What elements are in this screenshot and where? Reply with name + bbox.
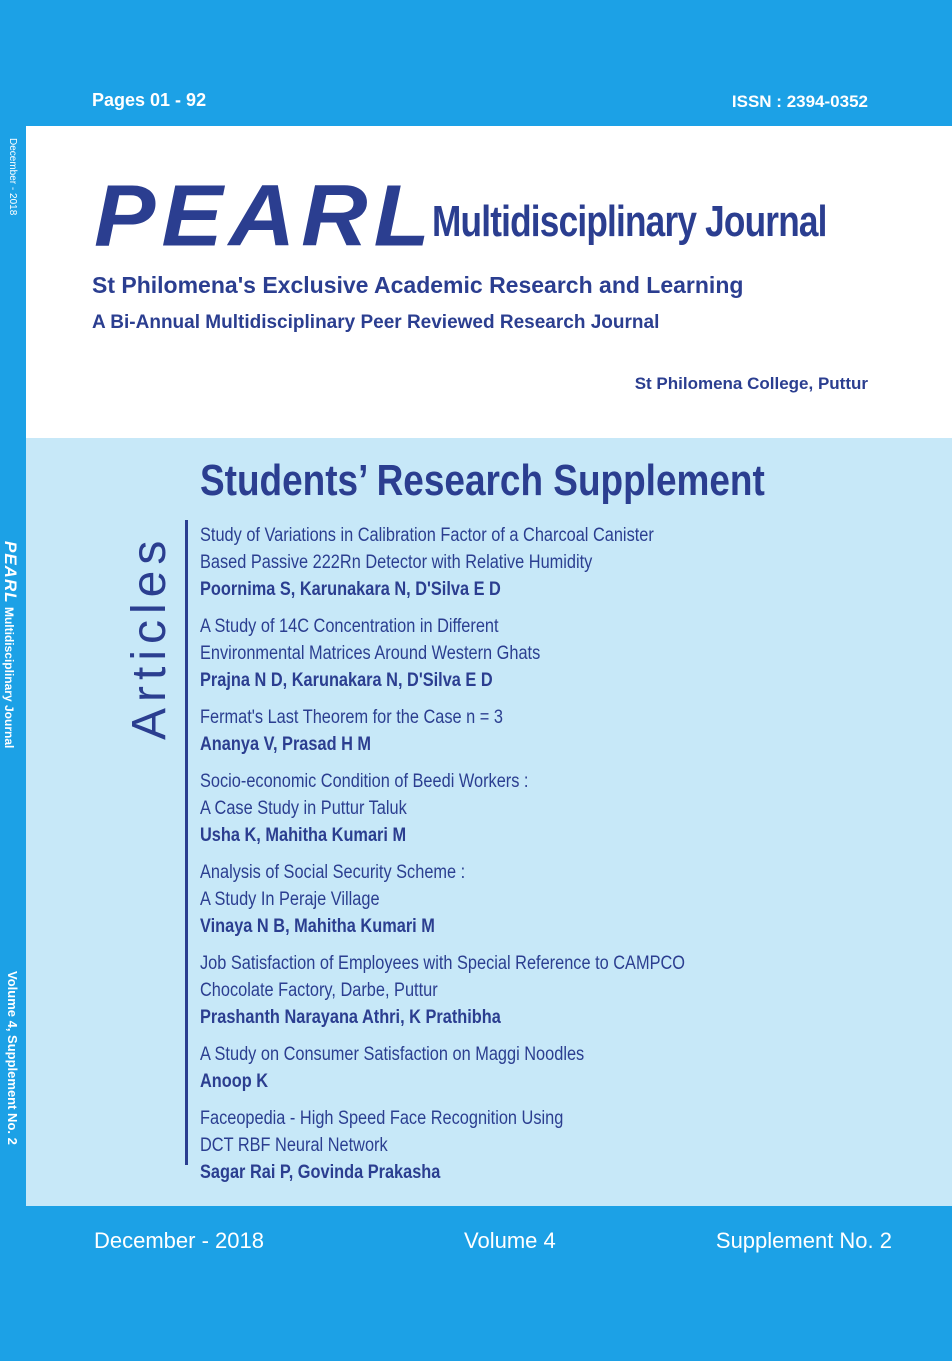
spine-date: December - 2018	[7, 138, 18, 216]
article-list	[200, 522, 920, 1196]
article-title-line: Based Passive 222Rn Detector with Relative Humidity	[200, 552, 593, 573]
article-title-line: Study of Variations in Calibration Factor of a Charcoal Canister	[200, 525, 654, 546]
article-title-line: A Study on Consumer Satisfaction on Maggi Noodles	[200, 1044, 585, 1065]
subtitle-secondary: A Bi-Annual Multidisciplinary Peer Reviewed Research Journal	[92, 312, 660, 333]
article-authors: Sagar Rai P, Govinda Prakasha	[200, 1162, 441, 1183]
article-title-line: Socio-economic Condition of Beedi Workers :	[200, 771, 529, 792]
list-item	[200, 613, 920, 694]
footer	[0, 1206, 952, 1361]
article-title-line: A Study In Peraje Village	[200, 889, 380, 910]
footer-date: December - 2018	[94, 1228, 264, 1253]
article-title-line: Environmental Matrices Around Western Ghats	[200, 643, 541, 664]
spine-title	[0, 541, 20, 748]
issn-number: ISSN : 2394-0352	[731, 92, 868, 111]
list-item	[200, 859, 920, 940]
article-authors: Ananya V, Prasad H M	[200, 734, 372, 755]
footer-volume: Volume 4	[464, 1228, 556, 1253]
article-authors: Usha K, Mahitha Kumari M	[200, 825, 407, 846]
list-item	[200, 1105, 920, 1186]
article-title-line: Fermat's Last Theorem for the Case n = 3	[200, 707, 503, 728]
spine-journal: Multidisciplinary Journal	[2, 606, 16, 749]
list-item	[200, 1041, 920, 1095]
supplement-title: Students’ Research Supplement	[200, 456, 765, 505]
spine	[0, 126, 26, 1206]
subtitle-primary: St Philomena's Exclusive Academic Research and Learning	[92, 272, 744, 298]
article-title-line: Chocolate Factory, Darbe, Puttur	[200, 980, 438, 1001]
footer-supplement: Supplement No. 2	[715, 1228, 892, 1253]
top-bar	[0, 0, 952, 126]
masthead	[94, 167, 884, 266]
list-item	[200, 768, 920, 849]
article-title-line: Job Satisfaction of Employees with Special Reference to CAMPCO	[200, 953, 685, 974]
article-authors: Prajna N D, Karunakara N, D'Silva E D	[200, 670, 493, 691]
supplement-panel	[26, 438, 952, 1206]
list-item	[200, 704, 920, 758]
article-authors: Anoop K	[200, 1071, 269, 1092]
article-authors: Prashanth Narayana Athri, K Prathibha	[200, 1007, 501, 1028]
articles-divider	[185, 520, 188, 1165]
article-title-line: Faceopedia - High Speed Face Recognition Using	[200, 1108, 564, 1129]
pearl-logo: PEARL	[94, 167, 436, 265]
journal-name: Multidisciplinary Journal	[432, 197, 827, 246]
article-title-line: A Study of 14C Concentration in Different	[200, 616, 499, 637]
articles-section-label: Articles	[123, 534, 176, 740]
article-title-line: A Case Study in Puttur Taluk	[200, 798, 407, 819]
spine-pearl: PEARL	[1, 541, 20, 604]
article-title-line: DCT RBF Neural Network	[200, 1135, 388, 1156]
article-authors: Poornima S, Karunakara N, D'Silva E D	[200, 579, 501, 600]
article-authors: Vinaya N B, Mahitha Kumari M	[200, 916, 435, 937]
article-title-line: Analysis of Social Security Scheme :	[200, 862, 466, 883]
college-name: St Philomena College, Puttur	[634, 374, 868, 393]
list-item	[200, 950, 920, 1031]
spine-volume: Volume 4, Supplement No. 2	[5, 971, 20, 1145]
masthead-panel	[26, 126, 952, 438]
page-range: Pages 01 - 92	[92, 90, 207, 110]
list-item	[200, 522, 920, 603]
